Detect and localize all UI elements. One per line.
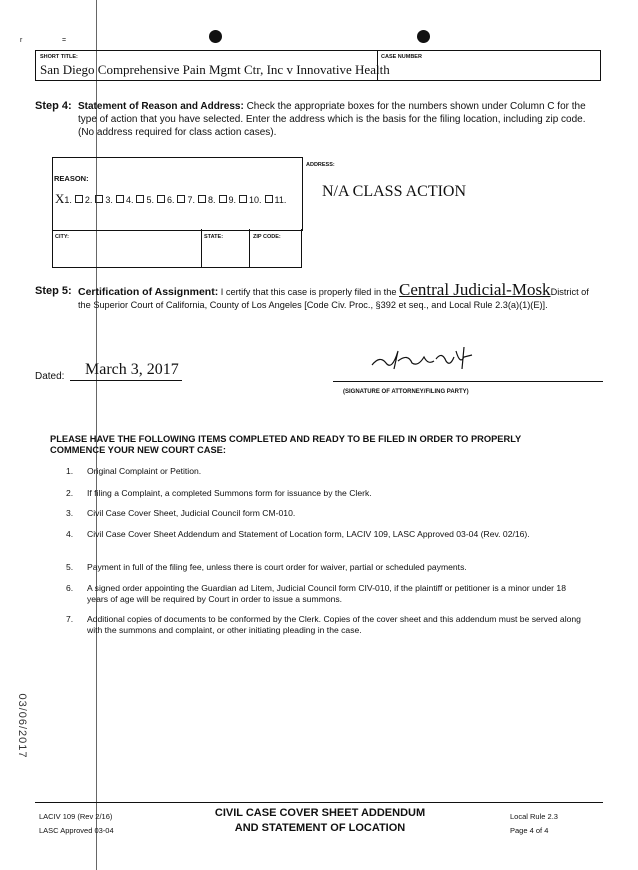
step5-text-before: I certify that this case is properly filed in the bbox=[220, 287, 397, 297]
city-label: CITY: bbox=[55, 234, 69, 240]
list-item bbox=[66, 488, 596, 499]
checkbox-6[interactable] bbox=[157, 195, 165, 203]
state-cell bbox=[201, 229, 250, 268]
step4-label: Step 4: bbox=[35, 100, 72, 112]
address-area bbox=[302, 157, 603, 229]
list-item-num: 7. bbox=[66, 614, 74, 624]
list-item-text: If filing a Complaint, a completed Summons form for issuance by the Clerk. bbox=[87, 488, 372, 498]
reason-option-11: 11. bbox=[274, 195, 287, 205]
zip-cell bbox=[250, 229, 302, 268]
scan-mark: = bbox=[62, 37, 67, 44]
reason-option-10: 10. bbox=[249, 195, 262, 205]
list-item-text: Payment in full of the filing fee, unless there is court order for waiver, partial or scheduled payments. bbox=[87, 562, 467, 572]
checkbox-5[interactable] bbox=[136, 195, 144, 203]
reason-option-8: 8. bbox=[208, 195, 216, 205]
list-item-num: 1. bbox=[66, 466, 74, 476]
checkbox-2[interactable] bbox=[75, 195, 83, 203]
list-item-num: 3. bbox=[66, 508, 74, 518]
step5-text-after: District of bbox=[550, 287, 589, 297]
address-label: ADDRESS: bbox=[306, 162, 335, 168]
list-item-num: 5. bbox=[66, 562, 74, 572]
punch-hole-right bbox=[417, 30, 430, 43]
footer-right bbox=[510, 810, 558, 838]
step5-line2: the Superior Court of California, County of Los Angeles [Code Civ. Proc., §392 et seq., and Local Rule 2.3(a)(1)(E)]. bbox=[78, 300, 548, 310]
checkbox-11[interactable] bbox=[265, 195, 273, 203]
reason-option-6: 6. bbox=[166, 195, 175, 205]
checkbox-8[interactable] bbox=[198, 195, 206, 203]
short-title-box bbox=[35, 50, 390, 81]
reason-label: REASON: bbox=[54, 174, 89, 183]
case-number-label: CASE NUMBER bbox=[381, 54, 422, 60]
list-item-text: Original Complaint or Petition. bbox=[87, 466, 202, 476]
step5-label: Step 5: bbox=[35, 285, 72, 297]
footer-title bbox=[190, 806, 450, 836]
list-item-text: Civil Case Cover Sheet, Judicial Council form CM-010. bbox=[87, 508, 296, 518]
list-item bbox=[66, 466, 596, 477]
list-item bbox=[66, 562, 596, 573]
dated-value: March 3, 2017 bbox=[85, 361, 179, 378]
page-number: Page 4 of 4 bbox=[510, 826, 549, 835]
side-date-stamp: 03/06/2017 bbox=[16, 693, 28, 759]
list-item-num: 6. bbox=[66, 583, 74, 593]
list-item-text: Civil Case Cover Sheet Addendum and Statement of Location form, LACIV 109, LASC Approved 03-04 (Rev. 02/16). bbox=[87, 529, 530, 539]
form-number: LACIV 109 (Rev 2/16) bbox=[39, 812, 113, 821]
reason-option-1: 1. bbox=[64, 195, 72, 205]
checkbox-10[interactable] bbox=[239, 195, 247, 203]
punch-hole-left bbox=[209, 30, 222, 43]
dated-underline bbox=[70, 380, 182, 381]
signature-line bbox=[333, 381, 603, 382]
footer-left bbox=[39, 810, 114, 838]
list-item-text: Additional copies of documents to be conformed by the Clerk. Copies of the cover sheet and this addendum must be served along with the summons and complaint, or other initiating pleading in the case. bbox=[87, 614, 581, 635]
checkbox-7[interactable] bbox=[177, 195, 185, 203]
step4-body: Check the appropriate boxes for the numbers shown under Column C for the type of action that you have selected. Enter the address which is the basis for the filing location, including zip code. (No address required for class action cases). bbox=[78, 101, 586, 138]
step5-line1 bbox=[78, 280, 603, 299]
signature-image bbox=[368, 343, 478, 373]
reason-box bbox=[52, 157, 303, 231]
reason-option-2: 2. bbox=[84, 195, 93, 205]
list-item bbox=[66, 508, 596, 519]
checkbox-4[interactable] bbox=[116, 195, 124, 203]
address-value: N/A CLASS ACTION bbox=[322, 183, 467, 200]
instructions-heading-line1: PLEASE HAVE THE FOLLOWING ITEMS COMPLETED AND READY TO BE FILED IN ORDER TO PROPERLY bbox=[50, 434, 522, 444]
list-item-num: 4. bbox=[66, 529, 74, 539]
zip-label: ZIP CODE: bbox=[253, 234, 281, 240]
list-item bbox=[66, 614, 586, 635]
short-title-value: San Diego Comprehensive Pain Mgmt Ctr, Inc v Innovative Health bbox=[40, 62, 390, 77]
list-item bbox=[66, 583, 586, 604]
checkbox-9[interactable] bbox=[219, 195, 227, 203]
case-number-box bbox=[376, 50, 601, 81]
checked-mark[interactable]: X bbox=[55, 191, 65, 206]
approval-info: LASC Approved 03-04 bbox=[39, 826, 114, 835]
step5-block bbox=[35, 280, 603, 312]
instructions-heading bbox=[50, 434, 521, 456]
reason-option-3: 3. bbox=[105, 195, 113, 205]
reason-option-4: 4. bbox=[125, 195, 134, 205]
reason-option-5: 5. bbox=[146, 195, 154, 205]
footer-rule bbox=[35, 802, 603, 803]
list-item-num: 2. bbox=[66, 488, 74, 498]
list-item bbox=[66, 529, 586, 540]
instructions-heading-line2: COMMENCE YOUR NEW COURT CASE: bbox=[50, 445, 226, 455]
footer-title-line2: AND STATEMENT OF LOCATION bbox=[234, 822, 406, 834]
scan-mark: r bbox=[20, 37, 23, 44]
step5-heading: Certification of Assignment: bbox=[78, 286, 219, 298]
checkbox-3[interactable] bbox=[95, 195, 103, 203]
local-rule: Local Rule 2.3 bbox=[510, 812, 558, 821]
step4-heading: Statement of Reason and Address: bbox=[78, 101, 244, 112]
step5-district: Central Judicial-Mosk bbox=[399, 280, 551, 299]
reason-options bbox=[55, 191, 286, 207]
list-item-text: A signed order appointing the Guardian ad Litem, Judicial Council form CIV-010, if the plaintiff or petitioner is a minor under 18 years of age will be required by Court in order to issue a summons. bbox=[87, 583, 566, 604]
short-title-label: SHORT TITLE: bbox=[40, 54, 78, 60]
dated-label: Dated: bbox=[35, 371, 65, 382]
state-label: STATE: bbox=[204, 234, 224, 240]
step4-block bbox=[35, 100, 603, 139]
signature-caption: (SIGNATURE OF ATTORNEY/FILING PARTY) bbox=[343, 389, 469, 395]
city-cell bbox=[52, 229, 202, 268]
reason-option-7: 7. bbox=[187, 195, 195, 205]
step4-text bbox=[78, 100, 603, 139]
footer-title-line1: CIVIL CASE COVER SHEET ADDENDUM bbox=[214, 807, 426, 819]
reason-option-9: 9. bbox=[228, 195, 237, 205]
